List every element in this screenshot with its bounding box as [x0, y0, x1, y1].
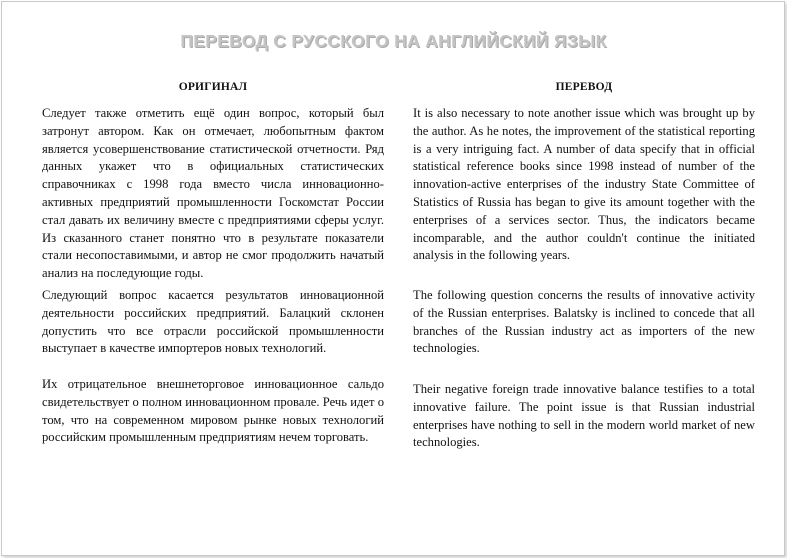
- translation-paragraph-1: It is also necessary to note another issue which was brought up by the author. As he notes, the improvement of the statistical reporting is a very intriguing fact. A number of data specify that in official statistical reference books since 1998 instead of number of the innovation-active enterprises of the industry State Committee of Statistics of Russia has began to give its amount together with the enterprises of a services sector. Thus, the indicators became incomparable, and the author couldn't continue the initiated analysis in the following years.: [413, 106, 755, 263]
- page-title: ПЕРЕВОД С РУССКОГО НА АНГЛИЙСКИЙ ЯЗЫК: [180, 31, 607, 51]
- translation-heading: ПЕРЕВОД: [555, 81, 613, 93]
- original-paragraph-3: Их отрицательное внешнеторговое инновационное сальдо свидетельствует о полном инновационном провале. Речь идет о том, что на современном мировом рынке новых технологий российским промышленным предприятиям нечем торговать.: [42, 377, 384, 445]
- translation-paragraph-3: Their negative foreign trade innovative balance testifies to a total innovative failure. The point issue is that Russian industrial enterprises have nothing to sell in the modern world market of new technologies.: [413, 382, 755, 450]
- original-paragraph-1: Следует также отметить ещё один вопрос, который был затронут автором. Как он отмечает, любопытным фактом является усовершенствование статистической отчетности. Ряд данных укажет что в официальных статистических справочниках с 1998 года вместо числа инновационно-активных предприятий промышленности Госкомстат России стал давать их величину вместе с предприятиями сферы услуг. Из сказанного станет понятно что в результате показатели стали несопоставимыми, и автор не смог продолжить начатый анализ на последующие годы.: [42, 106, 384, 281]
- original-heading: ОРИГИНАЛ: [178, 81, 248, 93]
- original-paragraph-2: Следующий вопрос касается результатов инновационной деятельности российских предприятий. Балацкий склонен допустить что все отрасли российской промышленности выступает в качестве импортеров новых технологий.: [42, 288, 384, 356]
- translation-paragraph-2: The following question concerns the results of innovative activity of the Russian enterprises. Balatsky is inclined to concede that all branches of the Russian industry act as importers of the new technologies.: [413, 288, 755, 356]
